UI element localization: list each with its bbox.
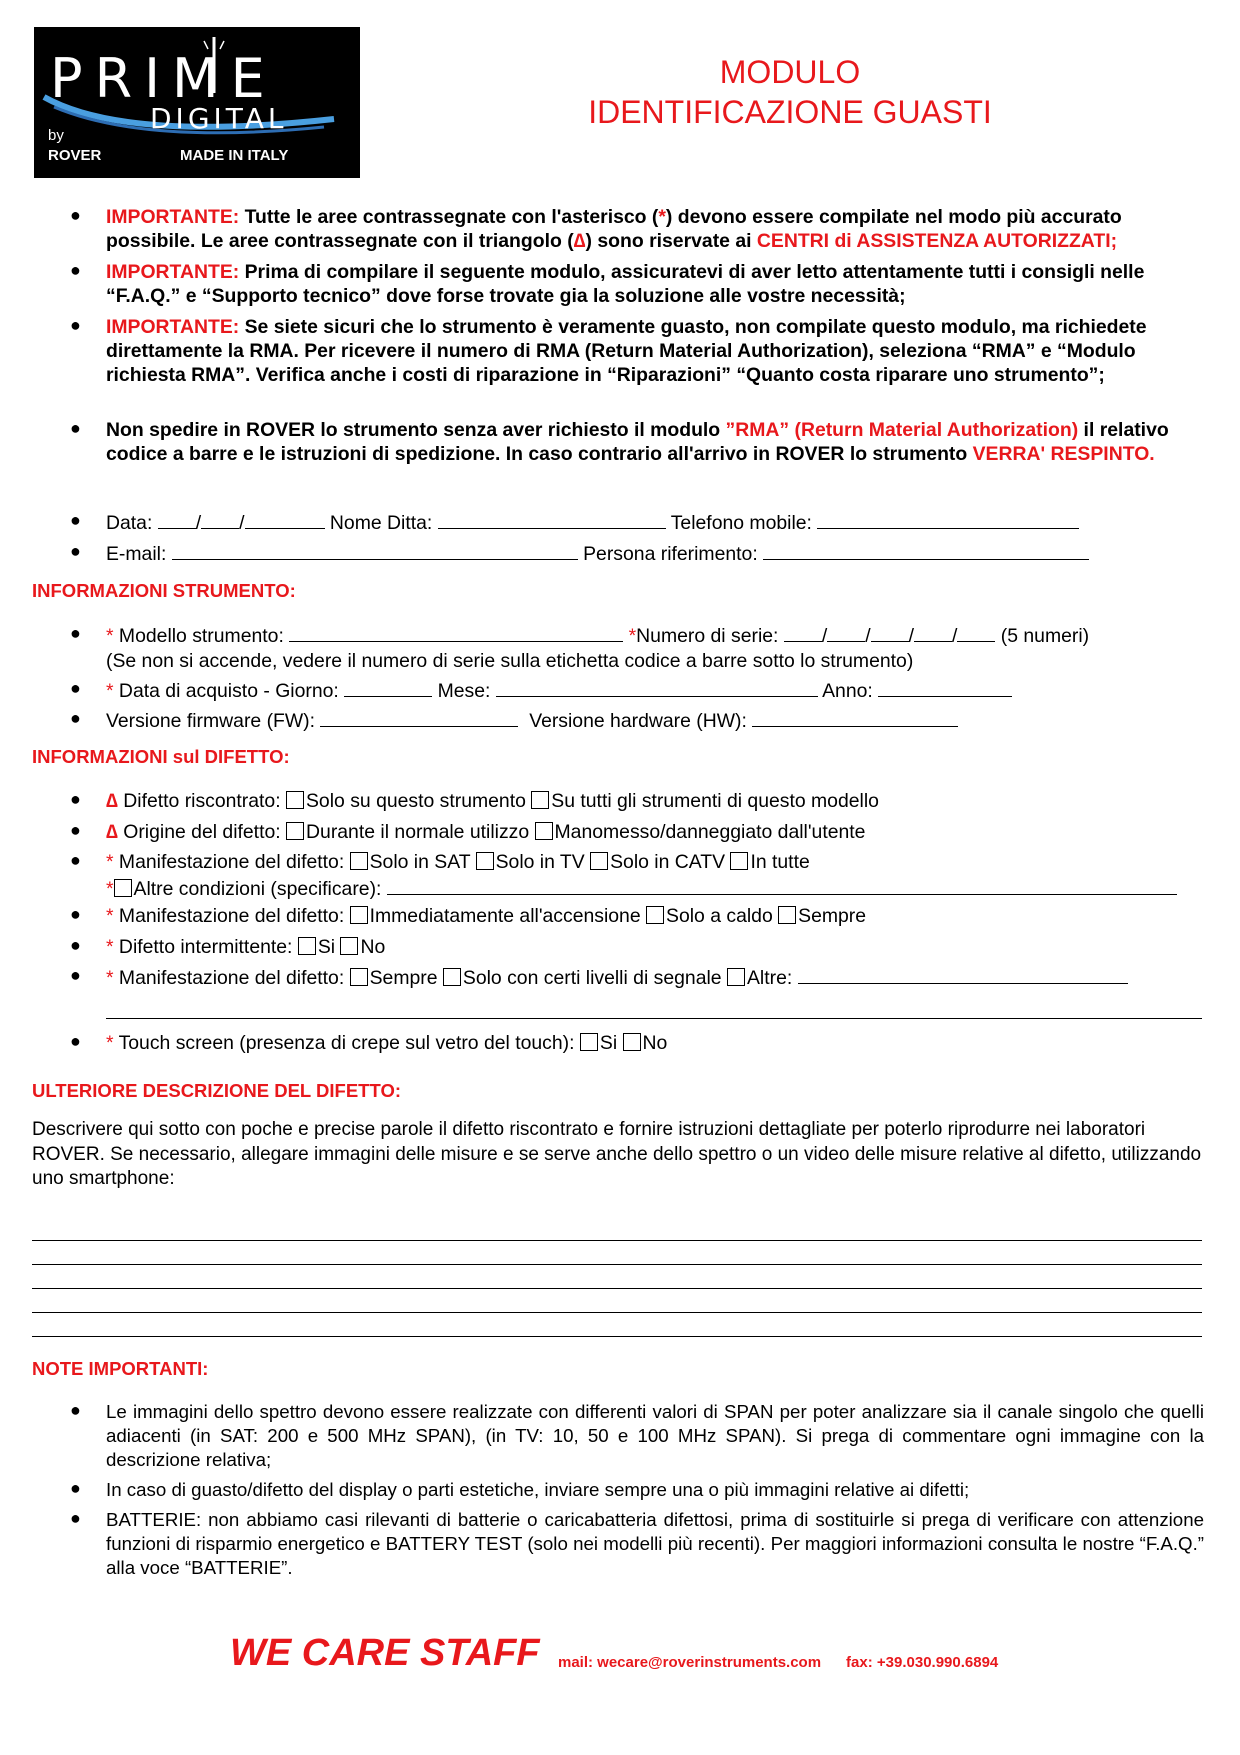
serial-count-note: (5 numeri)	[1000, 625, 1090, 647]
bullet: ●	[70, 418, 81, 438]
asterisk: *	[106, 967, 114, 989]
defect-row-3b	[106, 876, 1204, 901]
checkbox[interactable]	[590, 852, 608, 870]
triangle: ∆	[573, 230, 586, 252]
checkbox[interactable]	[350, 852, 368, 870]
option-label: In tutte	[750, 851, 810, 873]
date-sep: /	[195, 512, 202, 534]
bullet: ●	[70, 541, 81, 561]
bullet: ●	[70, 1478, 81, 1498]
bullet: ●	[70, 678, 81, 698]
defect-row-2	[106, 820, 1204, 844]
important-text: il relativo codice a barre e le istruzioni di spedizione. In caso contrario all'arrivo in ROVER lo strumento	[106, 419, 1169, 465]
important-text: ) devono essere compilate nel modo più accurato possibile. Le aree contrassegnate con il triangolo (	[106, 206, 1122, 252]
option-label: Solo in TV	[495, 851, 585, 873]
asterisk: *	[658, 206, 666, 228]
defect-manifest-label: Manifestazione del difetto:	[113, 967, 345, 989]
fw-label: Versione firmware (FW):	[106, 710, 316, 732]
description-text: Descrivere qui sotto con poche e precise parole il difetto riscontrato e fornire istruzioni dettagliate per poterlo riprodurre nei laboratori ROVER. Se necessario, allegare immagini delle misure e se serve anche dello spettro o un video delle misure relative al difetto, utilizzando uno smartphone:	[32, 1119, 1202, 1189]
important-label: IMPORTANTE:	[106, 206, 240, 228]
asterisk: *	[106, 1032, 114, 1054]
bullet: ●	[70, 315, 81, 335]
defect-row-6	[106, 965, 1204, 990]
checkbox[interactable]	[286, 791, 304, 809]
option-label: Si	[317, 936, 336, 958]
defect-row-1	[106, 789, 1204, 813]
date-day-field[interactable]	[158, 510, 196, 529]
purchase-day-label: Data di acquisto - Giorno:	[113, 680, 339, 702]
option-label: Solo in CATV	[610, 851, 726, 873]
month-field[interactable]	[496, 678, 818, 697]
checkbox[interactable]	[778, 906, 796, 924]
serial-label: Numero di serie:	[636, 625, 779, 647]
serial-field-1[interactable]	[784, 623, 822, 642]
we-care-staff: WE CARE STAFF	[230, 1632, 540, 1674]
date-year-field[interactable]	[245, 510, 325, 529]
bullet: ●	[70, 850, 81, 870]
bullet: ●	[70, 623, 81, 643]
defect-row-3	[106, 850, 1204, 874]
intermittent-label: Difetto intermittente:	[113, 936, 293, 958]
important-1	[106, 205, 1204, 253]
serial-field-3[interactable]	[871, 623, 909, 642]
company-label: Nome Ditta:	[329, 512, 433, 534]
year-label: Anno:	[822, 680, 873, 702]
instrument-row-3	[106, 708, 1204, 733]
serial-note: (Se non si accende, vedere il numero di serie sulla etichetta codice a barre sotto lo strumento)	[106, 650, 914, 672]
important-text: Prima di compilare il seguente modulo, assicuratevi di aver letto attentamente tutti i consigli nelle “F.A.Q.” e “Supporto tecnico” dove forse trovate gia la soluzione alle vostre necessità;	[106, 261, 1145, 307]
checkbox[interactable]	[286, 822, 304, 840]
purchase-day-field[interactable]	[344, 678, 432, 697]
instrument-row-2	[106, 678, 1204, 703]
asterisk: *	[106, 905, 114, 927]
option-label: Si	[599, 1032, 618, 1054]
contact-row-2	[106, 541, 1204, 566]
asterisk: *	[106, 625, 114, 647]
note-1: Le immagini dello spettro devono essere realizzate con differenti valori di SPAN per poter analizzare sia il canale singolo che quelli adiacenti (in SAT: 200 e 500 MHz SPAN), (in TV: 10, 50 e 100 MHz SPAN). Si prega di commentare ogni immagine con la descrizione relativa;	[106, 1401, 1204, 1470]
title-line-2: IDENTIFICAZIONE GUASTI	[588, 94, 992, 130]
logo-prime: PRIME	[50, 47, 277, 110]
option-label: Immediatamente all'accensione	[369, 905, 641, 927]
defect-origin-label: Origine del difetto:	[117, 821, 281, 843]
checkbox[interactable]	[535, 822, 553, 840]
asterisk: *	[628, 625, 637, 647]
company-field[interactable]	[438, 510, 666, 529]
date-label: Data:	[106, 512, 153, 534]
option-label: Altre:	[746, 967, 793, 989]
logo-rover: ROVER	[48, 147, 102, 164]
triangle: ∆	[106, 790, 118, 812]
serial-field-2[interactable]	[827, 623, 865, 642]
asterisk: *	[106, 878, 114, 900]
bullet: ●	[70, 820, 81, 840]
serial-field-4[interactable]	[914, 623, 952, 642]
touch-screen-label: Touch screen (presenza di crepe sul vetro del touch):	[113, 1032, 575, 1054]
footer-contact: mail: wecare@roverinstruments.com fax: +39.030.990.6894	[558, 1654, 999, 1671]
checkbox[interactable]	[298, 937, 316, 955]
important-4	[106, 418, 1204, 466]
logo-by: by	[48, 127, 64, 144]
asterisk: *	[106, 936, 114, 958]
option-label: Durante il normale utilizzo	[306, 821, 530, 843]
option-label: Su tutti gli strumenti di questo modello	[551, 790, 879, 812]
option-label: Solo in SAT	[369, 851, 471, 873]
hw-label: Versione hardware (HW):	[529, 710, 747, 732]
important-text: Se siete sicuri che lo strumento è veramente guasto, non compilate questo modulo, ma richiedete direttamente la RMA. Per ricevere il numero di RMA (Return Material Authorization), seleziona “RMA” e “Modulo richiesta RMA”. Verifica anche i costi di riparazione in “Riparazioni” “Quanto costa riparare uno strumento”;	[106, 316, 1147, 386]
defect-manifest-label: Manifestazione del difetto:	[113, 851, 345, 873]
asterisk: *	[106, 851, 114, 873]
important-label: IMPORTANTE:	[106, 316, 240, 338]
mobile-field[interactable]	[817, 510, 1079, 529]
description-line-2[interactable]	[32, 1264, 1202, 1265]
rejected-label: VERRA' RESPINTO.	[972, 443, 1155, 465]
other-field-line[interactable]	[106, 1018, 1202, 1019]
important-3	[106, 315, 1204, 387]
checkbox[interactable]	[340, 937, 358, 955]
date-month-field[interactable]	[201, 510, 239, 529]
serial-sep: /	[908, 625, 914, 647]
section-instrument: INFORMAZIONI STRUMENTO:	[32, 580, 296, 601]
bullet: ●	[70, 205, 81, 225]
bullet: ●	[70, 904, 81, 924]
bullet: ●	[70, 510, 81, 530]
checkbox[interactable]	[623, 1033, 641, 1051]
checkbox[interactable]	[350, 968, 368, 986]
option-label: Solo con certi livelli di segnale	[462, 967, 722, 989]
bullet: ●	[70, 965, 81, 985]
description-line-5[interactable]	[32, 1336, 1202, 1337]
description-line-3[interactable]	[32, 1288, 1202, 1289]
option-label: Sempre	[369, 967, 438, 989]
section-defect: INFORMAZIONI sul DIFETTO:	[32, 746, 290, 767]
fw-field[interactable]	[320, 708, 518, 727]
section-description: ULTERIORE DESCRIZIONE DEL DIFETTO:	[32, 1080, 401, 1101]
logo-digital: DIGITAL	[150, 102, 288, 135]
email-label: E-mail:	[106, 543, 167, 565]
bullet: ●	[70, 708, 81, 728]
note-2: In caso di guasto/difetto del display o parti estetiche, inviare sempre una o più immagini relative ai difetti;	[106, 1479, 970, 1500]
instrument-row-1	[106, 623, 1204, 648]
date-sep: /	[239, 512, 245, 534]
option-label: No	[642, 1032, 668, 1054]
model-label: Modello strumento:	[113, 625, 284, 647]
serial-sep: /	[865, 625, 871, 647]
option-label: No	[360, 936, 386, 958]
note-3: BATTERIE: non abbiamo casi rilevanti di batterie o caricabatteria difettosi, prima di sostituirle si prega di verificare con attenzione funzioni di risparmio energetico e BATTERY TEST (solo nei modelli più recenti). Per maggiori informazioni consulta le nostre “F.A.Q.” alla voce “BATTERIE”.	[106, 1509, 1204, 1578]
title-line-1: MODULO	[719, 54, 861, 90]
option-label: Sempre	[798, 905, 867, 927]
important-text: Non spedire in ROVER lo strumento senza aver richiesto il modulo	[106, 419, 726, 441]
checkbox[interactable]	[580, 1033, 598, 1051]
bullet: ●	[70, 1400, 81, 1420]
bullet: ●	[70, 1031, 81, 1051]
mobile-label: Telefono mobile:	[670, 512, 812, 534]
other-conditions-field[interactable]	[387, 876, 1177, 895]
checkbox[interactable]	[443, 968, 461, 986]
person-label: Persona riferimento:	[583, 543, 758, 565]
checkbox[interactable]	[531, 791, 549, 809]
defect-manifest-label: Manifestazione del difetto:	[113, 905, 345, 927]
option-label: Manomesso/danneggiato dall'utente	[554, 821, 866, 843]
option-label: Solo su questo strumento	[306, 790, 526, 812]
important-text: ) sono riservate ai	[585, 230, 757, 252]
serial-field-5[interactable]	[957, 623, 995, 642]
hw-field[interactable]	[752, 708, 958, 727]
defect-row-4	[106, 904, 1204, 928]
contact-row-1	[106, 510, 1204, 535]
prime-digital-logo	[34, 27, 360, 178]
email-field[interactable]	[172, 541, 578, 560]
bullet: ●	[70, 935, 81, 955]
defect-row-7	[106, 1031, 1204, 1055]
description-line-4[interactable]	[32, 1312, 1202, 1313]
important-label: IMPORTANTE:	[106, 261, 240, 283]
checkbox[interactable]	[730, 852, 748, 870]
checkbox[interactable]	[476, 852, 494, 870]
serial-sep: /	[951, 625, 958, 647]
section-notes: NOTE IMPORTANTI:	[32, 1358, 209, 1379]
serial-sep: /	[821, 625, 828, 647]
asterisk: *	[106, 680, 114, 702]
defect-row-5	[106, 935, 1204, 959]
logo-made-in-italy: MADE IN ITALY	[180, 147, 289, 164]
checkbox[interactable]	[727, 968, 745, 986]
important-2	[106, 260, 1204, 308]
bullet: ●	[70, 1508, 81, 1528]
other-field[interactable]	[798, 965, 1128, 984]
rma-label: ”RMA” (Return Material Authorization)	[725, 419, 1079, 441]
person-field[interactable]	[763, 541, 1089, 560]
checkbox[interactable]	[114, 879, 132, 897]
description-line-1[interactable]	[32, 1240, 1202, 1241]
triangle: ∆	[106, 821, 118, 843]
important-text: Tutte le aree contrassegnate con l'asterisco (	[239, 206, 659, 228]
bullet: ●	[70, 260, 81, 280]
month-label: Mese:	[437, 680, 491, 702]
bullet: ●	[70, 789, 81, 809]
checkbox[interactable]	[646, 906, 664, 924]
authorized-centers: CENTRI di ASSISTENZA AUTORIZZATI;	[756, 230, 1118, 252]
defect-found-label: Difetto riscontrato:	[117, 790, 281, 812]
other-conditions-label: Altre condizioni (specificare):	[133, 878, 382, 900]
option-label: Solo a caldo	[666, 905, 773, 927]
checkbox[interactable]	[350, 906, 368, 924]
model-field[interactable]	[289, 623, 623, 642]
year-field[interactable]	[878, 678, 1012, 697]
